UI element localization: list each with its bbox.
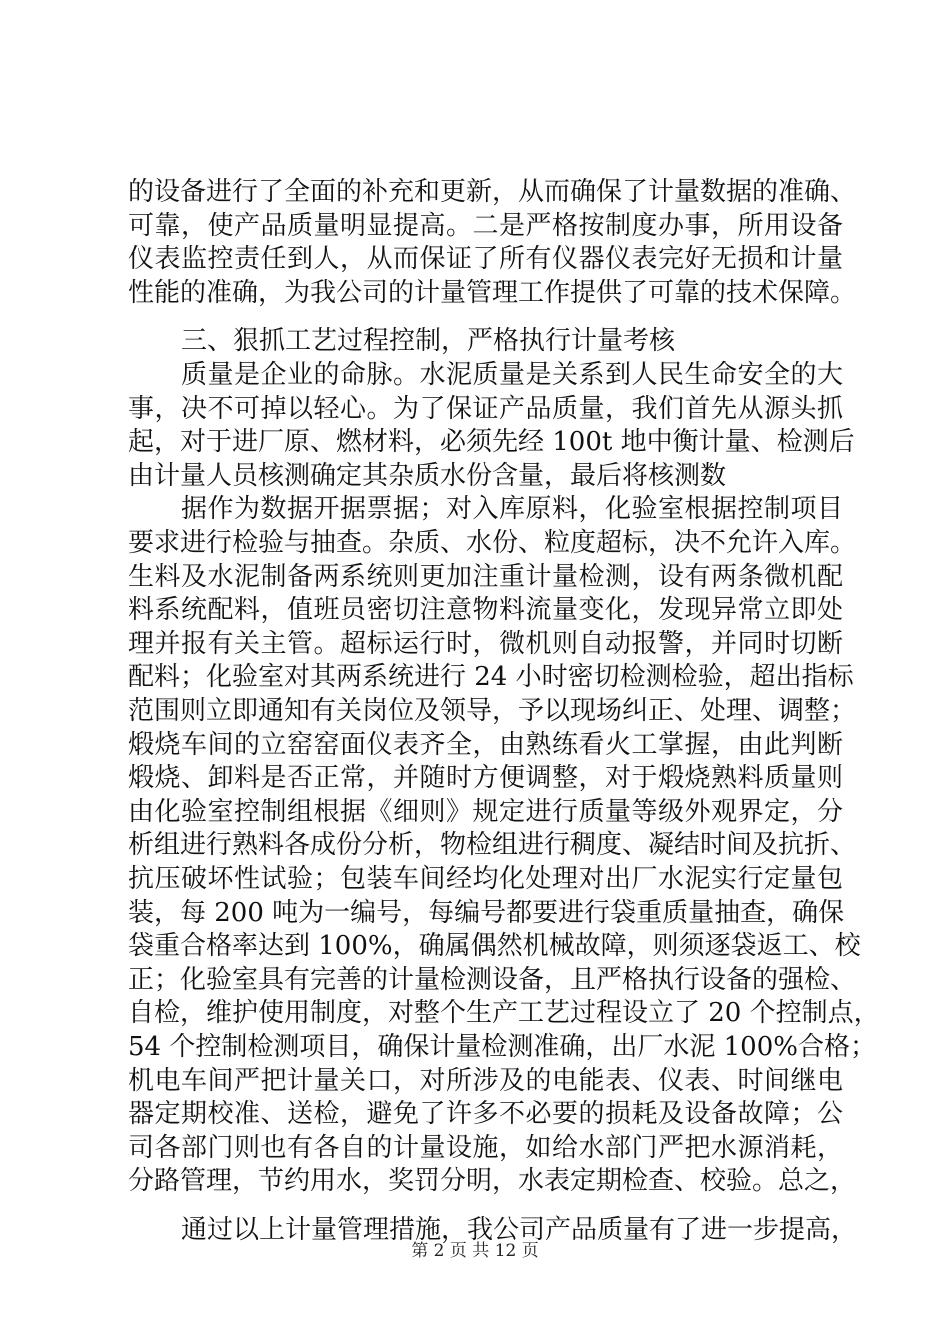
paragraph-1-line: 性能的准确，为我公司的计量管理工作提供了可靠的技术保障。 xyxy=(128,278,857,308)
paragraph-2-line: 质量是企业的命脉。水泥质量是关系到人民生命安全的大 xyxy=(181,360,843,390)
paragraph-3-line: 抗压破坏性试验；包装车间经均化处理对出厂水泥实行定量包 xyxy=(128,864,843,894)
paragraph-2-line: 事，决不可掉以轻心。为了保证产品质量，我们首先从源头抓 xyxy=(128,394,843,424)
paragraph-3-line: 范围则立即通知有关岗位及领导，予以现场纠正、处理、调整； xyxy=(128,696,857,726)
paragraph-3-line: 器定期校准、送检，避免了许多不必要的损耗及设备故障；公 xyxy=(128,1099,843,1129)
paragraph-3-line: 54 个控制检测项目，确保计量检测准确，出厂水泥 100%合格； xyxy=(128,1032,876,1062)
paragraph-3-line: 煅烧车间的立窑窑面仪表齐全，由熟练看火工掌握，由此判断 xyxy=(128,730,843,760)
paragraph-2-line: 起，对于进厂原、燃材料，必须先经 100t 地中衡计量、检测后 xyxy=(128,427,855,457)
paragraph-3-line: 理并报有关主管。超标运行时，微机则自动报警，并同时切断 xyxy=(128,629,843,659)
paragraph-3-line: 析组进行熟料各成份分析，物检组进行稠度、凝结时间及抗折、 xyxy=(128,830,857,860)
paragraph-3-line: 生料及水泥制备两系统则更加注重计量检测，设有两条微机配 xyxy=(128,562,843,592)
paragraph-3-line: 司各部门则也有各自的计量设施，如给水部门严把水源消耗， xyxy=(128,1133,843,1163)
page-number-footer: 第 2 页 共 12 页 xyxy=(411,1241,539,1261)
paragraph-3-line: 据作为数据开据票据；对入库原料，化验室根据控制项目 xyxy=(181,494,843,524)
paragraph-3-line: 配料；化验室对其两系统进行 24 小时密切检测检验，超出指标 xyxy=(128,662,854,692)
paragraph-3-line: 正；化验室具有完善的计量检测设备，且严格执行设备的强检、 xyxy=(128,965,857,995)
paragraph-3-line: 要求进行检验与抽查。杂质、水份、粒度超标，决不允许入库。 xyxy=(128,528,857,558)
paragraph-1-line: 的设备进行了全面的补充和更新，从而确保了计量数据的准确、 xyxy=(128,177,857,207)
section-heading: 三、狠抓工艺过程控制，严格执行计量考核 xyxy=(181,326,676,356)
paragraph-3-line: 自检，维护使用制度，对整个生产工艺过程设立了 20 个控制点， xyxy=(128,998,880,1028)
paragraph-2-line: 由计量人员核测确定其杂质水份含量，最后将核测数 xyxy=(128,461,727,491)
paragraph-3-line: 装，每 200 吨为一编号，每编号都要进行袋重质量抽查，确保 xyxy=(128,898,845,928)
paragraph-3-line: 机电车间严把计量关口，对所涉及的电能表、仪表、时间继电 xyxy=(128,1066,843,1096)
paragraph-3-line: 由化验室控制组根据《细则》规定进行质量等级外观界定，分 xyxy=(128,797,843,827)
paragraph-1-line: 可靠，使产品质量明显提高。二是严格按制度办事，所用设备 xyxy=(128,211,843,241)
paragraph-1-line: 仪表监控责任到人，从而保证了所有仪器仪表完好无损和计量 xyxy=(128,244,843,274)
paragraph-3-line: 袋重合格率达到 100%，确属偶然机械故障，则须逐袋返工、校 xyxy=(128,931,861,961)
paragraph-3-line: 分路管理，节约用水，奖罚分明，水表定期检查、校验。总之， xyxy=(128,1166,857,1196)
paragraph-3-line: 料系统配料，值班员密切注意物料流量变化，发现异常立即处 xyxy=(128,595,843,625)
paragraph-4-line: 通过以上计量管理措施，我公司产品质量有了进一步提高， xyxy=(181,1215,858,1245)
paragraph-3-line: 煅烧、卸料是否正常，并随时方便调整，对于煅烧熟料质量则 xyxy=(128,763,843,793)
